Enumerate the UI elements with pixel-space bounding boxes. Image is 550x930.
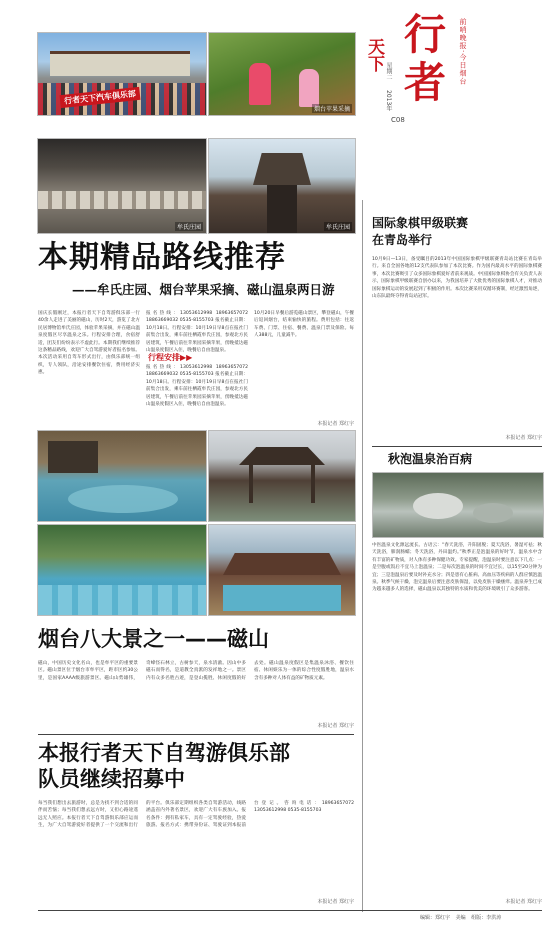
recruit-byline: 本报记者 郑红宇 [317, 899, 354, 905]
stream-rocks-photo [372, 472, 544, 538]
masthead-page-number: C08 [391, 116, 405, 124]
spa-resort-photo [208, 524, 356, 616]
group-photo [37, 32, 207, 116]
main-subhead: ——牟氏庄园、烟台苹果采摘、磁山温泉两日游 [72, 282, 335, 297]
recruit-headline-line1: 本报行者天下自驾游俱乐部 [38, 741, 290, 765]
qiupao-byline: 本报记者 郑红宇 [505, 899, 542, 905]
recruit-headline-line2: 队员继续招募中 [38, 767, 185, 791]
masthead-year: 2013年 [385, 90, 392, 112]
section-divider [38, 734, 354, 735]
apple-picking-photo [208, 32, 356, 116]
footer-editor: 编辑：郑红宇 [420, 915, 451, 921]
footer-design: 美编 [455, 915, 466, 921]
gate-photo [208, 138, 356, 234]
cishan-story-text: 磁山，中国历史文化名山，也是牟平区的重要景区。磁山景区位于烟台市牟平区，距市区约30公里，是国家AAAA级旅游景区。磁山山势雄伟，奇峰怪石林立，古树参天，泉水清澈。因山中多磁石而得名，是道教全真派的发祥地之一。景区内有众多名胜古迹，是登山揽胜、休闲度假的好去处。磁山温泉度假区是集温泉沐浴、餐饮住宿、休闲娱乐为一体的综合性度假胜地，温泉水含有多种对人体有益的矿物质元素。 [38, 661, 354, 681]
recruit-story-text: 每当我们想出去旅游时，总是为找不到合适的同伴而苦恼；每当我们想去远方时，又担心路途遥远无人照应。本报行者天下自驾游俱乐部应运而生，为广大自驾游爱好者提供了一个交流和出行的平台。俱乐部定期组织各类自驾游活动，线路涵盖省内外著名景区，欢迎广大有车族加入。报名条件：拥有私家车，具有一定驾驶经验，热爱旅游。报名方式：携带身份证、驾驶证到本报前台登记。咨询电话：18963657072 13053612998 0535-8155703 [38, 801, 354, 829]
chess-story-text: 10月9日—13日，备受瞩目的2013年中国国际象棋甲级联赛青岛站比赛在青岛举行。来自全国各地的12支代表队参加了本次比赛。作为国内最高水平的国际象棋赛事，本次比赛吸引了众多国际象棋爱好者前来观战。中国国际象棋协会有关负责人表示，国际象棋甲级联赛自创办以来，为我国培养了大批优秀的国际象棋人才，对推动国际象棋运动的发展起到了积极的作用。本次比赛采用双循环赛制，经过激烈角逐，山东队最终夺得青岛站冠军。 [372, 257, 542, 300]
masthead-paper-name: 前哨晚报·今日烟台 [459, 18, 467, 86]
courtyard-photo [37, 138, 207, 234]
qiupao-headline: 秋泡温泉治百病 [388, 452, 473, 466]
chess-headline-line2: 在青岛举行 [372, 233, 433, 247]
masthead-big-char-2: 者 [404, 58, 447, 107]
section-divider [372, 446, 542, 447]
photo-caption: 牟氏庄园 [325, 224, 350, 231]
photo-caption: 烟台苹果采摘 [313, 106, 350, 113]
footer-credits [420, 914, 501, 921]
chess-headline-line1: 国际象棋甲级联赛 [372, 216, 469, 230]
itinerary-label: 行程安排▶▶ [148, 353, 193, 362]
footer-proof: 组版：李洪涛 [471, 915, 502, 921]
main-headline: 本期精品路线推荐 [38, 240, 286, 275]
masthead [362, 8, 544, 126]
main-story-col2: 报名热线：13053612998 18963657072 18863669032 0535-8155703 报名截止日期：10月18日。行程安排：10月19日早8点在报社门前集合出发，乘车前往栖霞牟氏庄园，参观北方民居建筑，午餐后前往苹果园采摘苹果，傍晚抵达磁山温泉度假区入住，晚餐后自由泡温泉。 [146, 311, 248, 354]
cishan-byline: 本报记者 郑红宇 [317, 723, 354, 729]
chess-byline: 本报记者 郑红宇 [505, 435, 542, 441]
masthead-small-title: 天下 [364, 38, 384, 72]
spa-pool-photo-1 [37, 430, 207, 522]
spa-pavilion-photo [208, 430, 356, 522]
footer-rule [38, 910, 542, 911]
qiupao-story-text: 中医温泉文化源远流长。古语云：“春天洗浴，升阳固脱；夏天洗浴，暑湿可祛；秋天洗浴，肺润肠蠕；冬天洗浴，丹田温灼。”秋季正是泡温泉的好时节，温泉水中含有丰富的矿物质，对人体有多种保健功效。专家提醒，泡温泉时要注意以下几点：一是空腹或饭后不宜马上泡温泉；二是每次泡温泉的时间不宜过长，以15至20分钟为宜；三是泡温泉后要及时补充水分；四是患有心脏病、高血压等疾病的人群应慎泡温泉。秋季气候干燥，泡完温泉后要注意皮肤保湿，以免皮肤干燥瘙痒。温泉养生已成为越来越多人的选择，磁山温泉以其独特的水质和优美的环境吸引了众多游客。 [372, 543, 542, 593]
main-story-byline: 本报记者 郑红宇 [317, 421, 354, 427]
club-banner: 行者天下汽车俱乐部 [60, 87, 141, 108]
column-divider [362, 200, 363, 912]
photo-caption: 牟氏庄园 [176, 224, 201, 231]
masthead-date: 星期二 [385, 62, 392, 80]
main-story-col1: 国庆长假刚过，本报行者天下自驾游俱乐部一行40余人走进了美丽的磁山，历时2天，游览了北方民居博物馆牟氏庄园，体验苹果采摘，并在磁山温泉度假区尽享温泉之乐。行程安排合理，食宿舒适，团友们纷纷表示不虚此行。本期我们继续推荐这条精品路线，欢迎广大自驾游爱好者报名参加。本次活动采用自驾车形式出行，由俱乐部统一组织，专人领队，沿途安排餐饮住宿，费用经济实惠。 [38, 311, 140, 376]
main-story-col3: 10月20日早餐后游览磁山景区，攀登磁山，午餐后返回烟台，结束愉快的旅程。费用包括：往返车费、门票、住宿、餐费、温泉门票及保险。每人388元，儿童减半。 [254, 311, 354, 339]
main-story-col2b: 报名热线：13053612998 18963657072 18863669032 0535-8155703 报名截止日期：10月18日。行程安排：10月19日早8点在报社门前集合出发，乘车前往栖霞牟氏庄园，参观北方民居建筑，午餐后前往苹果园采摘苹果，傍晚抵达磁山温泉度假区入住，晚餐后自由泡温泉。 [146, 365, 248, 408]
spa-outdoor-pool-photo [37, 524, 207, 616]
cishan-headline: 烟台八大景之一——磁山 [38, 627, 269, 651]
masthead-big-char-1: 行 [404, 10, 447, 59]
